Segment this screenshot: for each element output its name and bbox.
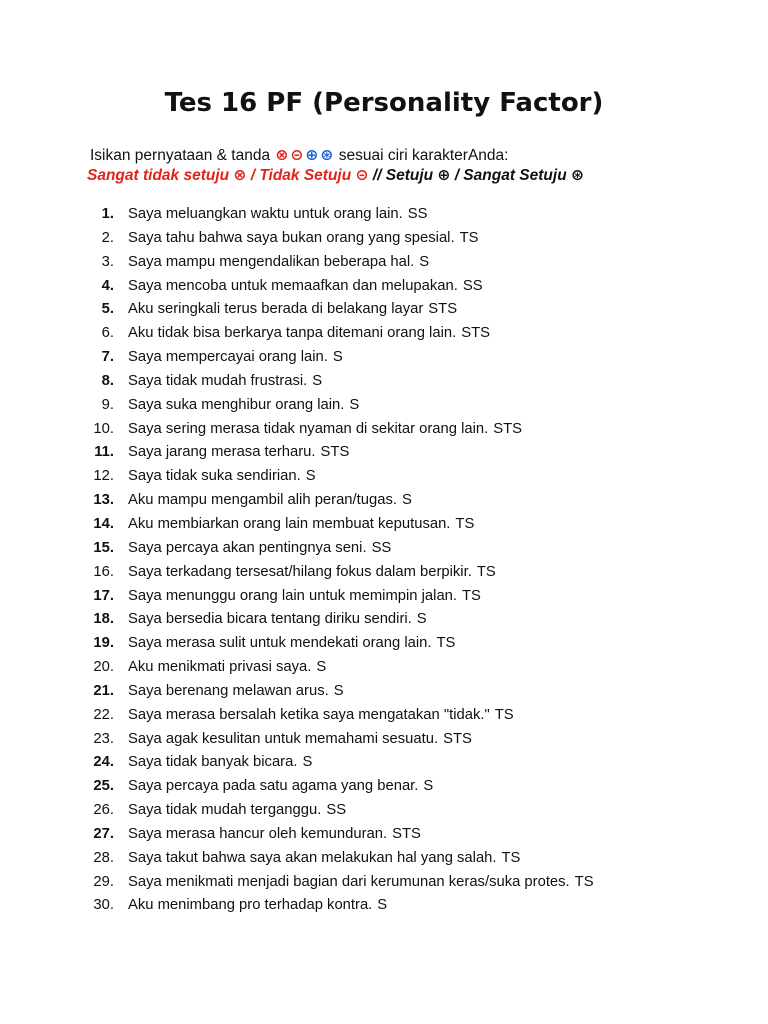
list-item (0, 659, 768, 683)
item-answer: S (401, 492, 412, 509)
item-answer: S (416, 611, 427, 628)
item-statement: Saya bersedia bicara tentang diriku sendiri. (128, 611, 412, 628)
item-statement: Saya suka menghibur orang lain. (128, 396, 345, 413)
item-answer: S (419, 253, 430, 270)
item-answer: TS (494, 706, 514, 723)
item-number: 5. (101, 301, 114, 318)
list-item (0, 516, 768, 540)
item-number: 9. (101, 396, 114, 413)
item-statement-row (128, 754, 312, 770)
item-statement: Saya tidak mudah terganggu. (128, 802, 322, 819)
item-answer: SS (462, 277, 483, 294)
item-number: 3. (101, 253, 114, 270)
item-number: 20. (93, 659, 114, 676)
list-item (0, 325, 768, 349)
disagree-icon: ⊝ (290, 147, 304, 164)
item-number: 4. (101, 277, 114, 294)
item-number: 1. (101, 206, 114, 222)
item-statement-row (128, 850, 520, 866)
list-item (0, 397, 768, 421)
item-statement: Saya percaya pada satu agama yang benar. (128, 778, 419, 795)
item-number: 13. (93, 492, 114, 509)
item-statement-row (128, 635, 455, 651)
list-item (0, 254, 768, 278)
list-item (0, 421, 768, 445)
list-item (0, 635, 768, 659)
item-statement-row (128, 278, 483, 294)
item-statement: Aku tidak bisa berkarya tanpa ditemani orang lain. (128, 325, 457, 342)
item-statement-row (128, 564, 496, 580)
item-answer: STS (443, 730, 472, 747)
answer-legend (87, 166, 584, 185)
item-statement-row (128, 230, 479, 246)
list-item (0, 897, 768, 921)
item-answer: STS (428, 301, 458, 318)
list-item (0, 874, 768, 898)
item-statement-row (128, 254, 429, 270)
item-statement: Saya meluangkan waktu untuk orang lain. (128, 206, 403, 222)
item-statement: Saya takut bahwa saya akan melakukan hal yang salah. (128, 849, 497, 866)
item-number: 18. (93, 611, 114, 628)
list-item (0, 731, 768, 755)
item-statement: Saya terkadang tersesat/hilang fokus dalam berpikir. (128, 563, 472, 580)
item-statement-row (128, 778, 433, 794)
item-statement: Saya tidak suka sendirian. (128, 468, 301, 485)
legend-disagree: Sangat tidak setuju ⊗ / Tidak Setuju ⊝ (87, 167, 369, 184)
question-list (0, 206, 768, 921)
item-number: 24. (93, 754, 114, 771)
item-statement: Saya tahu bahwa saya bukan orang yang spesial. (128, 229, 455, 246)
item-answer: SS (371, 539, 392, 556)
list-item (0, 564, 768, 588)
list-item (0, 230, 768, 254)
list-item (0, 492, 768, 516)
item-answer: STS (392, 825, 421, 842)
item-statement-row (128, 707, 514, 723)
item-number: 8. (101, 372, 114, 389)
item-statement-row (128, 897, 387, 913)
item-statement: Saya percaya akan pentingnya seni. (128, 539, 367, 556)
list-item (0, 802, 768, 826)
list-item (0, 468, 768, 492)
item-number: 25. (93, 778, 114, 795)
item-statement: Saya sering merasa tidak nyaman di sekitar orang lain. (128, 420, 489, 437)
item-statement: Saya menunggu orang lain untuk memimpin jalan. (128, 587, 458, 604)
item-statement-row (128, 611, 427, 627)
item-number: 7. (101, 349, 114, 366)
item-statement: Saya jarang merasa terharu. (128, 444, 316, 461)
item-answer: STS (493, 420, 523, 437)
item-answer: TS (455, 515, 475, 532)
item-answer: S (349, 396, 360, 413)
list-item (0, 778, 768, 802)
item-number: 11. (94, 444, 114, 461)
instruction-prefix: Isikan pernyataan & tanda (90, 147, 271, 164)
item-number: 26. (93, 802, 114, 819)
item-number: 19. (93, 635, 114, 652)
agree-icon: ⊕ (305, 147, 319, 164)
item-statement: Saya merasa bersalah ketika saya mengatakan "tidak." (128, 706, 490, 723)
list-item (0, 850, 768, 874)
item-statement: Aku mampu mengambil alih peran/tugas. (128, 492, 397, 509)
item-statement-row (128, 588, 481, 604)
item-statement: Saya berenang melawan arus. (128, 682, 329, 699)
document-title: Tes 16 PF (Personality Factor) (164, 88, 604, 118)
item-statement: Saya mampu mengendalikan beberapa hal. (128, 253, 415, 270)
item-statement: Saya merasa sulit untuk mendekati orang lain. (128, 635, 432, 652)
item-answer: TS (436, 635, 456, 652)
item-statement: Aku menimbang pro terhadap kontra. (128, 897, 373, 914)
item-answer: S (316, 659, 327, 676)
strongly-agree-icon: ⊛ (320, 147, 334, 164)
list-item (0, 301, 768, 325)
item-answer: TS (501, 849, 521, 866)
item-statement-row (128, 206, 428, 222)
item-statement-row (128, 349, 343, 365)
item-number: 10. (93, 420, 114, 437)
item-answer: SS (407, 206, 428, 222)
item-answer: S (305, 468, 316, 485)
item-answer: TS (574, 873, 594, 890)
instruction-line (90, 146, 508, 165)
item-answer: STS (320, 444, 350, 461)
list-item (0, 206, 768, 230)
item-statement-row (128, 421, 522, 437)
item-number: 16. (93, 563, 114, 580)
item-number: 22. (93, 706, 114, 723)
item-statement-row (128, 802, 346, 818)
item-number: 23. (93, 730, 114, 747)
instruction-suffix: sesuai ciri karakterAnda: (338, 147, 509, 164)
item-number: 27. (93, 825, 114, 842)
item-statement-row (128, 325, 490, 341)
legend-agree: Setuju ⊕ / Sangat Setuju ⊛ (385, 167, 584, 184)
item-number: 30. (93, 897, 114, 914)
item-statement-row (128, 444, 349, 460)
item-number: 15. (93, 539, 114, 556)
item-statement: Saya tidak banyak bicara. (128, 754, 298, 771)
item-number: 21. (93, 682, 114, 699)
item-statement-row (128, 397, 359, 413)
item-statement-row (128, 373, 322, 389)
item-number: 12. (93, 468, 114, 485)
item-statement-row (128, 826, 421, 842)
item-statement-row (128, 516, 474, 532)
item-number: 2. (101, 229, 114, 246)
item-number: 6. (101, 325, 114, 342)
list-item (0, 754, 768, 778)
legend-separator: // (368, 167, 386, 184)
item-statement: Aku membiarkan orang lain membuat keputusan. (128, 515, 451, 532)
item-number: 17. (93, 587, 114, 604)
item-statement: Saya merasa hancur oleh kemunduran. (128, 825, 388, 842)
strongly-disagree-icon: ⊗ (275, 147, 289, 164)
list-item (0, 611, 768, 635)
item-statement-row (128, 659, 326, 675)
item-answer: S (423, 778, 434, 795)
item-number: 28. (93, 849, 114, 866)
item-statement-row (128, 468, 316, 484)
list-item (0, 349, 768, 373)
list-item (0, 444, 768, 468)
item-answer: S (377, 897, 388, 914)
item-statement: Saya tidak mudah frustrasi. (128, 372, 308, 389)
item-answer: TS (462, 587, 481, 604)
item-answer: STS (461, 325, 490, 342)
item-answer: TS (459, 229, 479, 246)
item-statement-row (128, 874, 594, 890)
item-statement-row (128, 492, 412, 508)
item-statement: Aku seringkali terus berada di belakang layar (128, 301, 424, 318)
list-item (0, 683, 768, 707)
item-answer: TS (476, 563, 496, 580)
list-item (0, 588, 768, 612)
item-statement: Saya mempercayai orang lain. (128, 349, 328, 366)
list-item (0, 707, 768, 731)
item-statement-row (128, 301, 457, 317)
list-item (0, 540, 768, 564)
item-answer: S (332, 349, 343, 366)
item-answer: SS (326, 802, 347, 819)
list-item (0, 826, 768, 850)
item-number: 14. (93, 515, 114, 532)
item-answer: S (333, 682, 344, 699)
item-statement: Saya menikmati menjadi bagian dari kerumunan keras/suka protes. (128, 873, 570, 890)
item-statement-row (128, 683, 344, 699)
item-statement-row (128, 731, 472, 747)
item-statement-row (128, 540, 391, 556)
item-statement: Saya mencoba untuk memaafkan dan melupakan. (128, 277, 458, 294)
item-number: 29. (93, 873, 114, 890)
item-statement: Saya agak kesulitan untuk memahami sesuatu. (128, 730, 439, 747)
item-statement: Aku menikmati privasi saya. (128, 659, 312, 676)
item-answer: S (302, 754, 313, 771)
item-answer: S (312, 372, 323, 389)
list-item (0, 373, 768, 397)
symbol-legend (274, 147, 338, 164)
list-item (0, 278, 768, 302)
